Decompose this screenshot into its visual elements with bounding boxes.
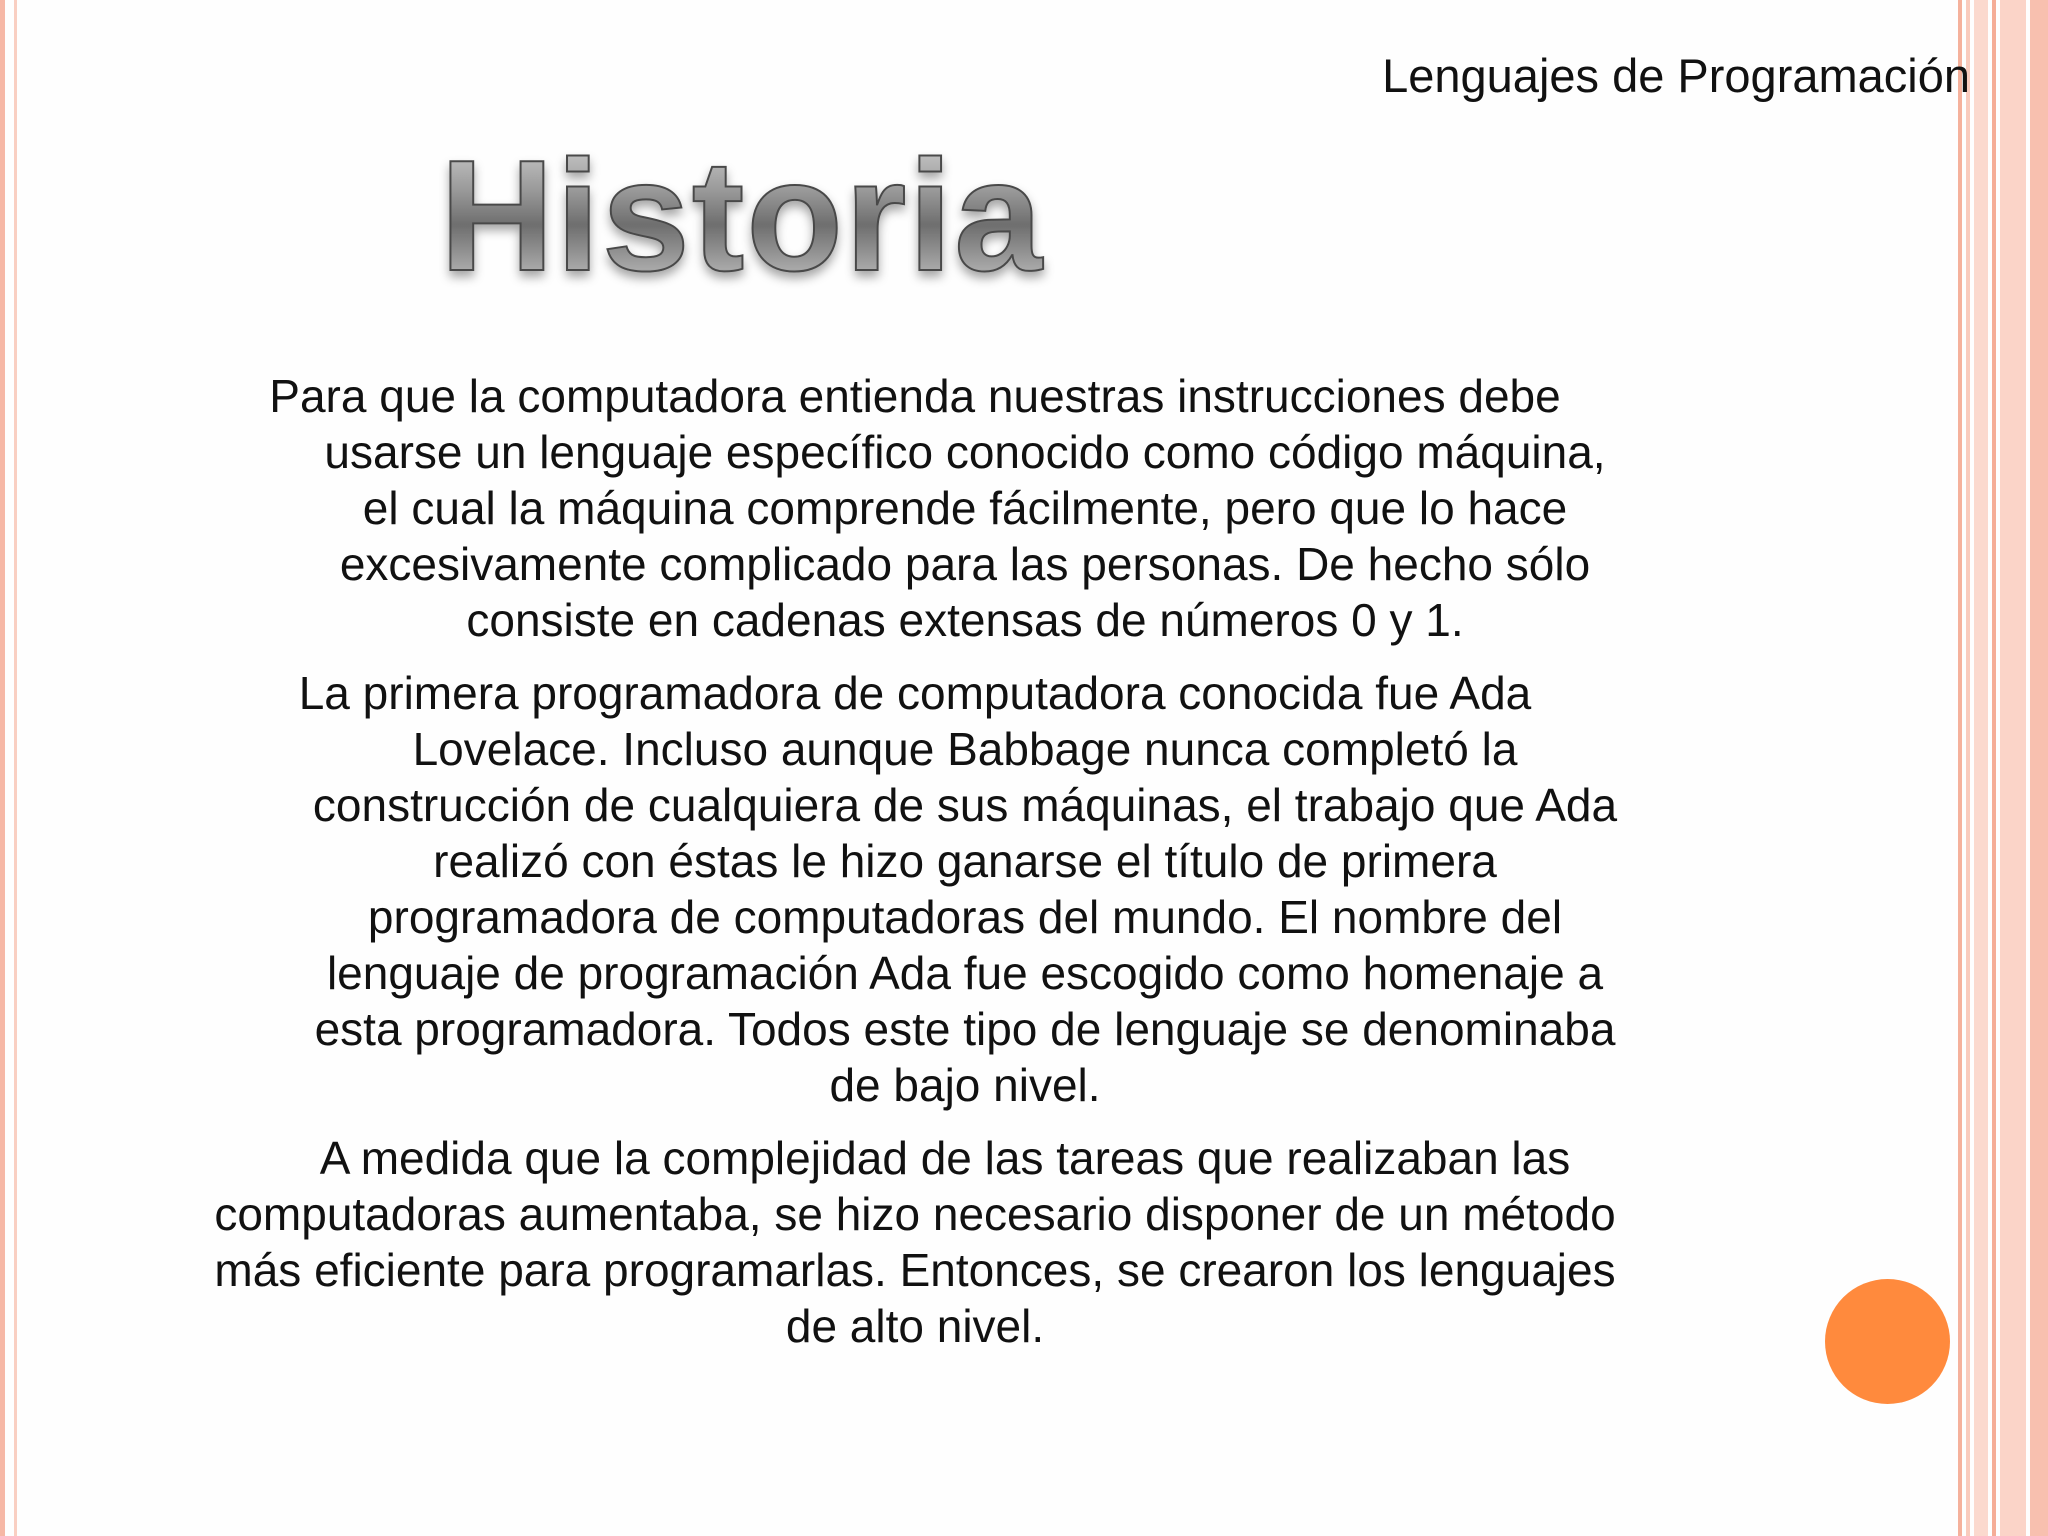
- left-border-line: [0, 0, 5, 1536]
- right-border-stripe: [2030, 0, 2048, 1536]
- title-wordart: [439, 128, 1320, 310]
- paragraph-2: La primera programadora de computadora conocida fue Ada Lovelace. Incluso aunque Babbage nunca completó la construcción de cualquiera de sus máquinas, el trabajo que Ada realizó con éstas le hizo ganarse el título de primera programadora de computadoras del mundo. El nombre del lenguaje de programación Ada fue escogido como homenaje a esta programadora. Todos este tipo de lenguaje se denominaba de bajo nivel.: [298, 667, 1618, 1111]
- left-border-line-inner: [14, 0, 17, 1536]
- course-title: Lenguajes de Programación: [1382, 49, 1970, 102]
- right-border-stripe: [2000, 0, 2026, 1536]
- paragraph-3: A medida que la complejidad de las tareas que realizaban las computadoras aumentaba, se hizo necesario disponer de un método más eficiente para programarlas. Entonces, se crearon los lenguajes de alto nivel.: [214, 1132, 1616, 1352]
- title-text: Historia: [439, 128, 1045, 304]
- paragraph-1: Para que la computadora entienda nuestras instrucciones debe usarse un lenguaje específico conocido como código máquina, el cual la máquina comprende fácilmente, pero que lo hace excesivamente complicado para las personas. De hecho sólo consiste en cadenas extensas de números 0 y 1.: [269, 370, 1606, 646]
- right-border-stripe: [1992, 0, 1996, 1536]
- right-border-stripe: [1958, 0, 1962, 1536]
- right-border-stripe: [1974, 0, 1988, 1536]
- slide-title: [439, 128, 1320, 310]
- right-border-stripe: [1966, 0, 1970, 1536]
- accent-circle: [1825, 1279, 1950, 1404]
- slide-body: [210, 368, 1620, 1371]
